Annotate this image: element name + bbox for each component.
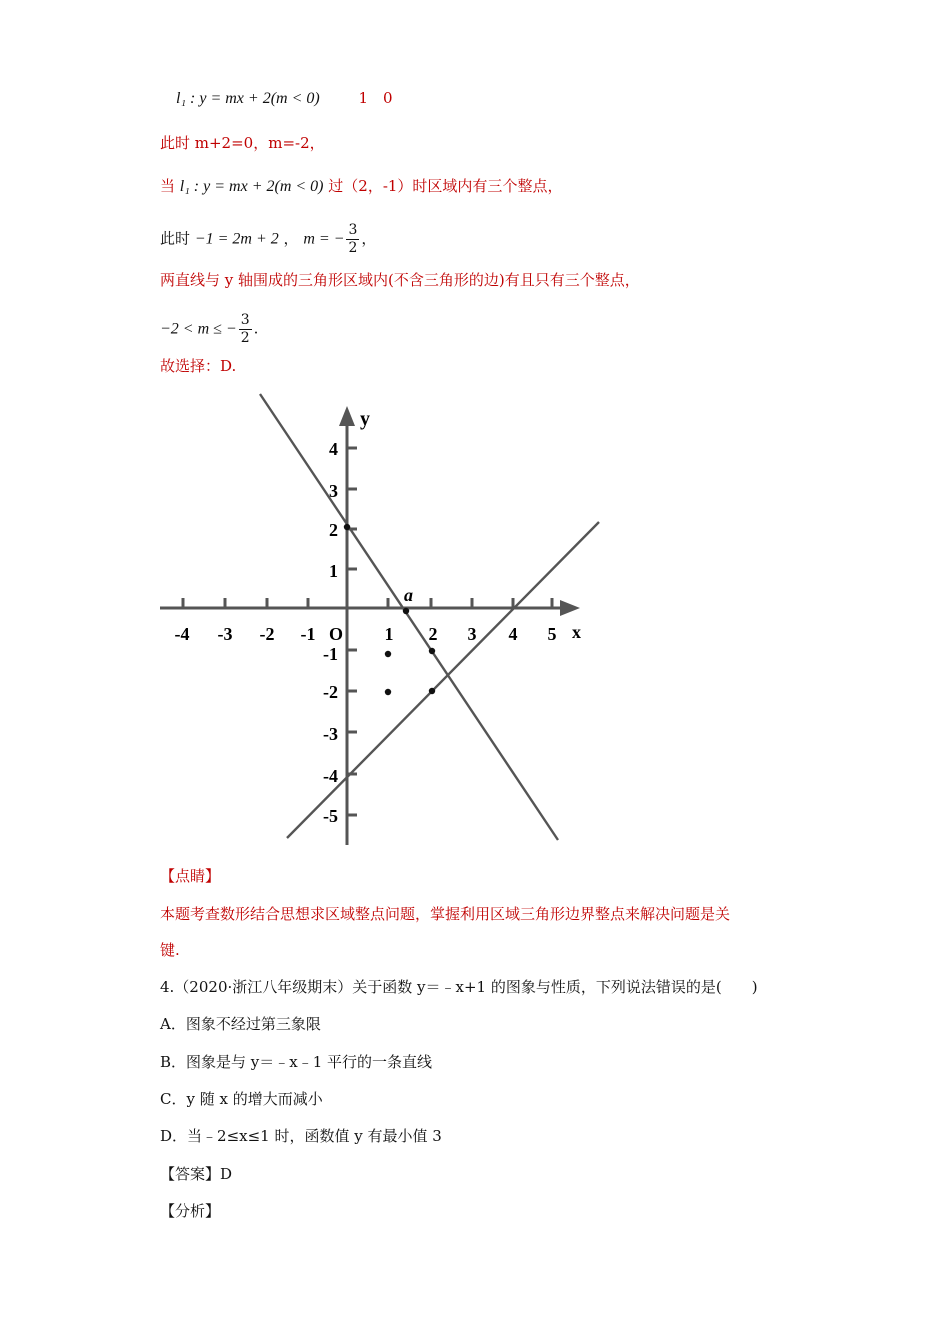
tail: ， (361, 229, 377, 248)
lattice-point (385, 651, 391, 657)
option-b: B．图象是与 y＝﹣x﹣1 平行的一条直线 (160, 1053, 433, 1071)
tail: . (253, 319, 259, 338)
answer-line: 【答案】D (160, 1165, 233, 1183)
remark-text-cont: 键. (160, 941, 180, 959)
y-axis-arrow (339, 406, 355, 426)
x-tick-label: 1 (384, 624, 394, 644)
y-tick-label: 1 (329, 561, 338, 581)
text-prefix: 此时 (160, 229, 191, 248)
line-values: 1 0 (358, 89, 393, 107)
y-tick-label: -4 (323, 766, 338, 786)
text-suffix: 过（2，-1）时区域内有三个整点， (328, 177, 563, 195)
y-tick-label: 2 (329, 520, 338, 540)
remark-heading: 【点睛】 (160, 867, 221, 885)
fraction: $\frac{3}{2}$ (348, 222, 358, 256)
line-l1 (260, 394, 558, 840)
x-tick-label: 4 (508, 624, 518, 644)
y-tick-label: -1 (323, 644, 338, 664)
option-c: C．y 随 x 的增大而减小 (160, 1090, 323, 1108)
solution-text-6 (160, 312, 258, 347)
fraction: $\frac{3}{2}$ (240, 312, 250, 346)
x-tick-label: -4 (174, 624, 190, 644)
question-stem: 4.（2020·浙江八年级期末）关于函数 y＝﹣x+1 的图象与性质，下列说法错误的是( ) (160, 978, 758, 996)
x-tick-label: -2 (259, 624, 275, 644)
option-d: D．当﹣2≤x≤1 时，函数值 y 有最小值 3 (160, 1127, 442, 1145)
m-expression: m = − (303, 230, 345, 248)
equation-line-1 (176, 88, 393, 109)
remark-text: 本题考查数形结合思想求区域整点问题，掌握利用区域三角形边界整点来解决问题是关 (160, 905, 731, 923)
y-tick-label: -2 (323, 682, 338, 702)
separator: ， (283, 229, 299, 248)
intersection-label-a: a (404, 585, 413, 605)
solution-text-2: 此时 m+2=0，m=-2， (160, 134, 325, 152)
x-axis-label: x (572, 622, 581, 642)
line-equation: l₁ : y = mx + 2(m < 0) (176, 90, 320, 107)
line-equation: l₁ : y = mx + 2(m < 0) (179, 178, 324, 195)
solution-choice: 故选择：D. (160, 357, 237, 375)
origin-label: O (328, 624, 344, 644)
y-tick-label: -3 (323, 724, 338, 744)
equation: −1 = 2m + 2 (194, 230, 279, 248)
coordinate-graph (0, 390, 950, 850)
solution-text-3 (160, 176, 562, 197)
graph-point (344, 524, 350, 530)
analysis-heading: 【分析】 (160, 1202, 221, 1220)
solution-text-5: 两直线与 y 轴围成的三角形区域内(不含三角形的边)有且只有三个整点， (160, 271, 640, 289)
x-tick-label: 5 (547, 624, 557, 644)
graph-point (403, 608, 409, 614)
y-tick-label: 4 (329, 439, 338, 459)
x-axis-arrow (560, 600, 580, 616)
lattice-point (385, 689, 391, 695)
x-tick-label: -1 (300, 624, 316, 644)
x-tick-label: -3 (217, 624, 233, 644)
y-tick-label: 3 (329, 481, 338, 501)
y-tick-label: -5 (323, 806, 338, 826)
x-tick-label: 3 (467, 624, 477, 644)
solution-text-4 (160, 222, 376, 257)
text-prefix: 当 (160, 177, 176, 195)
option-a: A．图象不经过第三象限 (160, 1015, 321, 1033)
y-axis-label: y (360, 408, 370, 430)
inequality: −2 < m ≤ − (160, 320, 237, 338)
x-tick-label: 2 (428, 624, 438, 644)
lattice-point (429, 648, 435, 654)
lattice-point (429, 688, 435, 694)
